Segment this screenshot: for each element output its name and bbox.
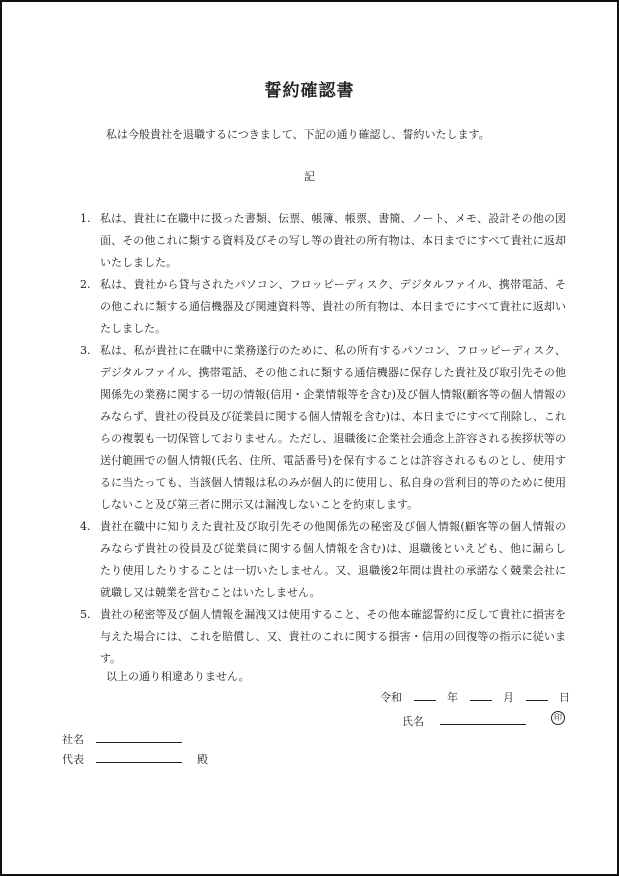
year-label: 年 bbox=[447, 691, 458, 704]
day-blank[interactable] bbox=[526, 690, 548, 701]
day-label: 日 bbox=[559, 691, 570, 704]
month-label: 月 bbox=[503, 691, 514, 704]
representative-line bbox=[62, 751, 208, 767]
clause-number: 4. bbox=[80, 520, 91, 533]
representative-label: 代表 bbox=[62, 753, 84, 766]
representative-blank[interactable] bbox=[96, 752, 182, 763]
clause-list bbox=[76, 208, 566, 670]
clause-item bbox=[76, 340, 566, 516]
name-label: 氏名 bbox=[402, 715, 424, 728]
closing-text: 以上の通り相違ありません。 bbox=[106, 670, 250, 683]
clause-text: 貴社の秘密等及び個人情報を漏洩又は使用すること、その他本確認誓約に反して貴社に損害を与えた場合には、これを賠償し、又、貴社のこれに関する損害・信用の回復等の指示に従います。 bbox=[100, 608, 566, 665]
year-blank[interactable] bbox=[414, 690, 436, 701]
clause-item bbox=[76, 208, 566, 274]
clause-number: 1. bbox=[80, 212, 91, 225]
name-blank[interactable] bbox=[440, 714, 526, 725]
clause-item bbox=[76, 274, 566, 340]
honorific-label: 殿 bbox=[197, 753, 208, 766]
document-title: 誓約確認書 bbox=[264, 81, 355, 101]
clause-item bbox=[76, 604, 566, 670]
date-line bbox=[380, 689, 570, 705]
clause-item bbox=[76, 516, 566, 604]
seal-mark: 印 bbox=[551, 711, 565, 725]
intro-text: 私は今般貴社を退職するにつきまして、下記の通り確認し、誓約いたします。 bbox=[106, 128, 490, 141]
signature-line bbox=[402, 713, 526, 729]
company-blank[interactable] bbox=[96, 732, 182, 743]
clause-text: 私は、貴社から貸与されたパソコン、フロッピーディスク、デジタルファイル、携帯電話、その他これに類する通信機器及び関連資料等、貴社の所有物は、本日までにすべて貴社に返却いたしました。 bbox=[100, 278, 566, 335]
month-blank[interactable] bbox=[470, 690, 492, 701]
clause-number: 5. bbox=[80, 608, 91, 621]
ki-heading: 記 bbox=[304, 170, 315, 183]
clause-number: 2. bbox=[80, 278, 91, 291]
clause-text: 私は、私が貴社に在職中に業務遂行のために、私の所有するパソコン、フロッピーディスク、デジタルファイル、携帯電話、その他これに類する通信機器に保存した貴社及び取引先その他関係先の業務に関する一切の情報(信用・企業情報等を含む)及び個人情報(顧客等の個人情報のみならず、貴社の役員及び従業員に関する個人情報を含む)は、本日までにすべて削除し、これらの複製も一切保管しておりません。ただし、退職後に企業社会通念上許容される挨拶状等の送付範囲での個人情報(氏名、住所、電話番号)を保有することは許容されるものとし、使用するに当たっても、当該個人情報は私のみが個人的に使用し、私自身の営利目的等のために使用しないこと及び第三者に開示又は漏洩しないことを約束します。 bbox=[100, 344, 566, 511]
company-label: 社名 bbox=[62, 733, 84, 746]
era-label: 令和 bbox=[380, 691, 402, 704]
company-line bbox=[62, 731, 182, 747]
clause-text: 私は、貴社に在職中に扱った書類、伝票、帳簿、帳票、書簡、ノート、メモ、設計その他の図面、その他これに類する資料及びその写し等の貴社の所有物は、本日までにすべて貴社に返却いたしました。 bbox=[100, 212, 566, 269]
clause-text: 貴社在職中に知りえた貴社及び取引先その他関係先の秘密及び個人情報(顧客等の個人情報のみならず貴社の役員及び従業員に関する個人情報を含む)は、退職後といえども、他に漏らしたり使用したりすることは一切いたしません。又、退職後2年間は貴社の承諾なく競業会社に就職し又は競業を営むことはいたしません。 bbox=[100, 520, 566, 599]
clause-number: 3. bbox=[80, 344, 91, 357]
